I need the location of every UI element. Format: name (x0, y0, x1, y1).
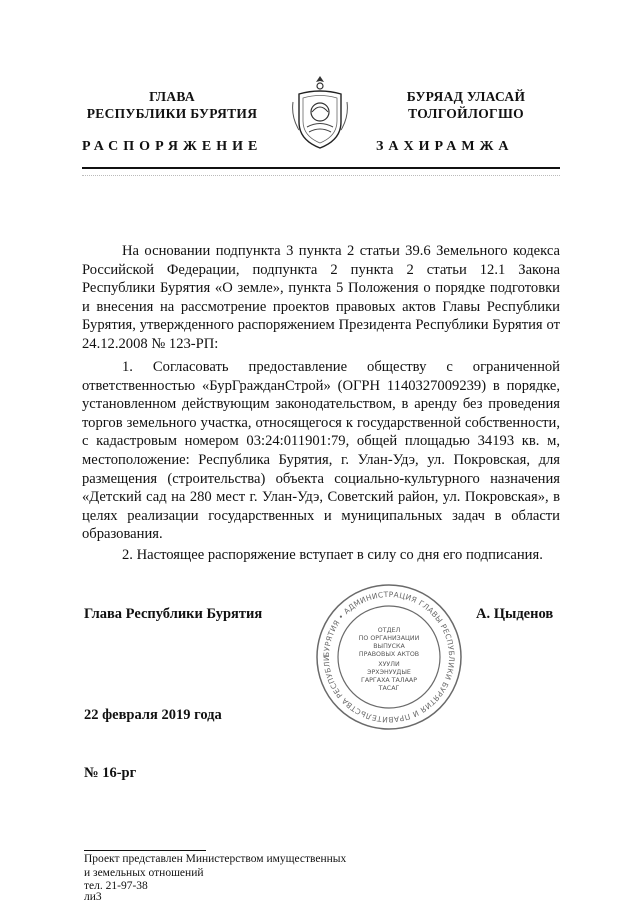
stamp-line: ПРАВОВЫХ АКТОВ (358, 651, 420, 658)
item-1-paragraph: 1. Согласовать предоставление обществу с ограниченной ответственностью «БурГражданСтрой» (ОГРН 1140327009239) в порядке, установленном действующим законодательством, в аренду без проведения торгов земельного участка, относящегося к государственной собственности, с кадастровым номером 03:24:011901:79, общей площадью 34193 кв. м, местоположение: Республика Бурятия, г. Улан-Удэ, ул. Покровская, для размещения (строительства) объекта социально-культурного назначения «Детский сад на 280 мест г. Улан-Удэ, Советский район, ул. Покровская», в целях реализации государственных и муниципальных задач в области образования. (82, 359, 560, 543)
coat-of-arms-icon (289, 72, 351, 152)
header-right-line1: БУРЯАД УЛАСАЙ (406, 89, 526, 104)
signatory-name: А. Цыденов (476, 606, 554, 622)
official-stamp (314, 582, 464, 732)
stamp-line: ГАРГАХА ТАЛААР (360, 677, 418, 684)
document-number: № 16-рг (84, 765, 137, 781)
header-left (82, 88, 262, 122)
header-left-line1: ГЛАВА (149, 89, 195, 104)
footer-phone: тел. 21-97-38 (84, 880, 148, 892)
doc-type-ru: РАСПОРЯЖЕНИЕ (82, 139, 263, 154)
stamp-ring-text: БУРЯТИЯ • АДМИНИСТРАЦИЯ ГЛАВЫ РЕСПУБЛИКИ БУРЯТИЯ И ПРАВИТЕЛЬСТВА РЕСПУБЛИ (321, 589, 457, 725)
intro-paragraph: На основании подпункта 3 пункта 2 статьи 39.6 Земельного кодекса Российской Федерации, подпункта 2 пункта 2 статьи 12.1 Закона Республики Бурятия «О земле», пункта 5 Положения о порядке подготовки и внесения на рассмотрение проектов правовых актов Главы Республики Бурятия, утвержденного распоряжением Президента Республики Бурятия от 24.12.2008 № 123-РП: (82, 243, 560, 352)
stamp-line: ХУУЛИ (378, 661, 400, 668)
header-left-line2: РЕСПУБЛИКИ БУРЯТИЯ (86, 106, 258, 121)
footer-line1: Проект представлен Министерством имущественных (84, 853, 347, 865)
signatory-position: Глава Республики Бурятия (84, 606, 263, 622)
doc-type-bur: ЗАХИРАМЖА (376, 139, 514, 154)
item-2-paragraph: 2. Настоящее распоряжение вступает в силу со дня его подписания. (122, 547, 543, 563)
footer-note (84, 853, 346, 894)
header-rule (82, 167, 560, 169)
header-right-line2: ТОЛГОЙЛОГШО (408, 106, 524, 121)
stamp-line: ВЫПУСКА (373, 643, 405, 650)
stamp-line: ТАСАГ (378, 685, 400, 692)
header-right (372, 88, 560, 122)
footer-line2: и земельных отношений (84, 866, 204, 879)
header-dotted-line (82, 175, 560, 176)
stamp-line: ОТДЕЛ (377, 627, 401, 634)
stamp-line: ЭРХЭНУУДЫЕ (367, 669, 411, 676)
footer-divider (84, 850, 206, 851)
document-date: 22 февраля 2019 года (84, 707, 222, 723)
footer-code: ли3 (84, 891, 102, 903)
stamp-line: ПО ОРГАНИЗАЦИИ (358, 635, 420, 642)
